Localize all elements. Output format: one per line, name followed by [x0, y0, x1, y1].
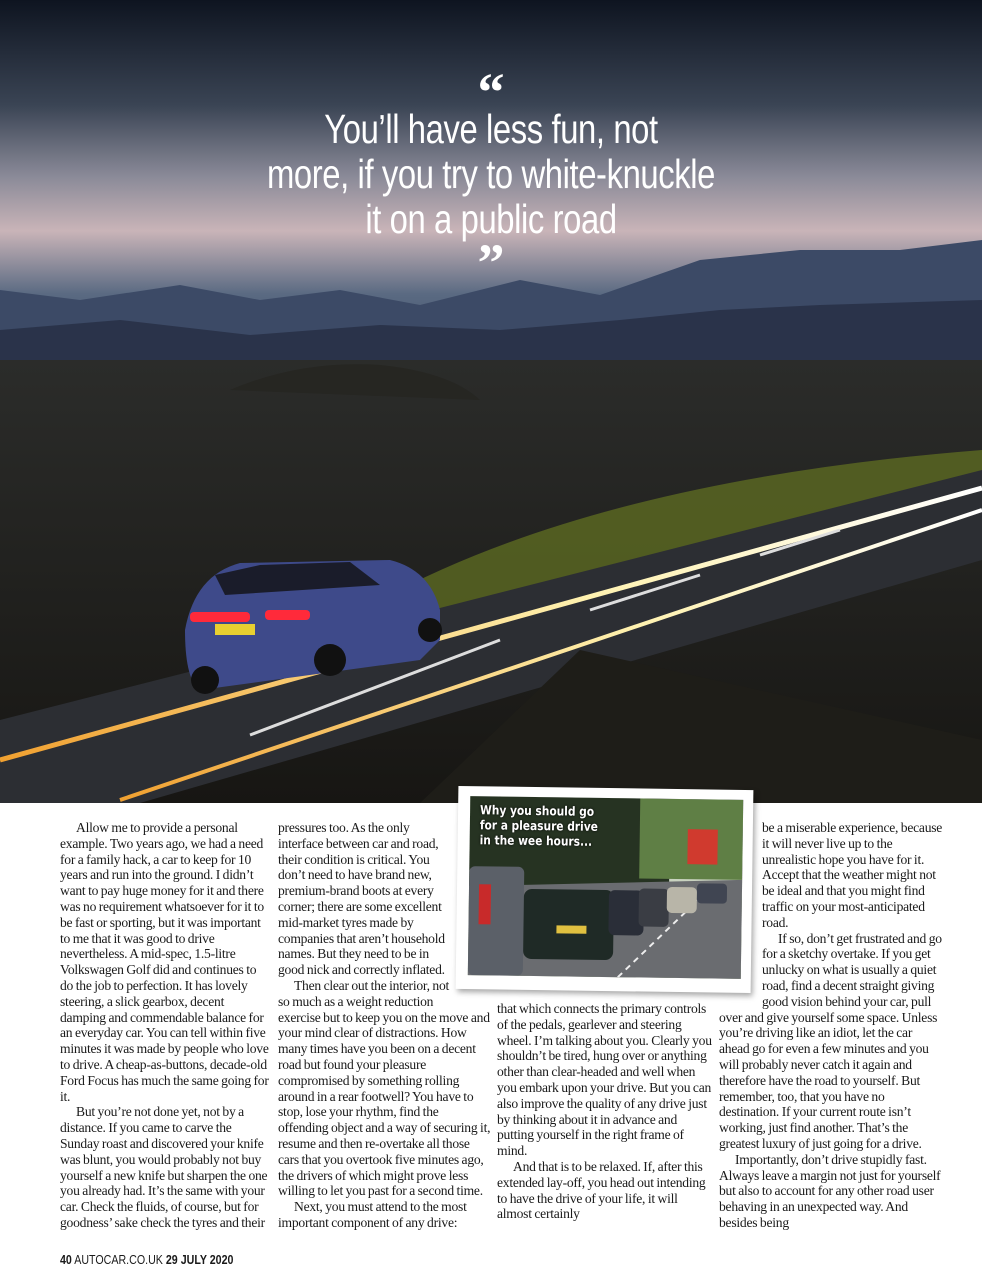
- pull-quote-line: You’ll have less fun, not: [324, 106, 658, 152]
- caption-line: in the wee hours...: [479, 832, 593, 849]
- photo-caption: [480, 802, 599, 849]
- paragraph: be a miserable experience, because it will never live up to the unrealistic hope you have for it. Accept that the weather might not be ideal and that you might find traffic on your most-anticipated road.: [762, 820, 943, 930]
- open-quote-mark: “: [477, 62, 505, 122]
- article-column-1: [60, 820, 272, 1231]
- paragraph: pressures too. As the only interface between car and road, their condition is critical. You don’t need to have brand new, premium-brand boots at every corner; there are some excellent mid-market tyres made by companies that aren’t household names. But they need to be in good nick and correctly inflated.: [278, 820, 445, 978]
- paragraph: that which connects the primary controls of the pedals, gearlever and steering wheel. I’m talking about you. Clearly you shouldn’t be tired, hung over or anything other than clear-headed and well when you embark upon your drive. But you can also improve the quality of any drive just by thinking about it in advance and putting yourself in the right frame of mind.: [497, 1001, 712, 1159]
- article-column-4: [719, 820, 945, 1231]
- close-quote-mark: ”: [477, 233, 505, 293]
- pull-quote-line: more, if you try to white-knuckle: [267, 151, 715, 197]
- site-name: AUTOCAR.CO.UK: [74, 1252, 163, 1267]
- pull-quote: [0, 62, 982, 293]
- paragraph: Next, you must attend to the most important component of any drive:: [278, 1199, 467, 1230]
- caption-line: for a pleasure drive: [479, 817, 599, 834]
- paragraph: But you’re not done yet, not by a distance. If you came to carve the Sunday roast and discovered your knife was blunt, you would probably not buy yourself a new knife but sharpen the one you already had. It’s the same with your car. Check the fluids, of course, but for goodness’ sake check the tyres and their: [60, 1104, 268, 1230]
- paragraph: Importantly, don’t drive stupidly fast. Always leave a margin not just for yourself but also to account for any other road user behaving in an unexpected way. And besides being: [719, 1151, 941, 1230]
- paragraph: Allow me to provide a personal example. Two years ago, we had a need for a family hack, a car to keep for 10 years and run into the ground. I didn’t want to pay huge money for it and there was no requirement whatsoever for it to be fast or sporting, but it was important to me that it was good to drive nevertheless. A mid-spec, 1.5-litre Volkswagen Golf did and continues to do the job to perfection. It has lovely steering, a slick gearbox, decent damping and commendable balance for an everyday car. You can tell within five minutes it was made by people who love to drive. A cheap-as-buttons, decade-old Ford Focus has much the same going for it.: [60, 820, 269, 1104]
- issue-date: 29 JULY 2020: [165, 1252, 234, 1267]
- paragraph: If so, don’t get frustrated and go for a sketchy overtake. If you get unlucky on what is usually a quiet road, find a decent straight giving good vision behind your car, pull over and give yourself some space. Unless you’re driving like an idiot, let the car ahead go for even a few minutes and you will probably never catch it again and therefore have the road to yourself. But remember, too, that you have no destination. If your current route isn’t working, just find another. That’s the greatest luxury of just going for a drive.: [719, 930, 942, 1151]
- pull-quote-line: it on a public road: [365, 196, 617, 242]
- inset-photo-card: [456, 786, 754, 993]
- paragraph: And that is to be relaxed. If, after this extended lay-off, you head out intending to have the drive of your life, it will almost certainly: [497, 1158, 706, 1222]
- article-column-3: [497, 1001, 713, 1222]
- page-footer: [60, 1252, 233, 1267]
- paragraph: Then clear out the interior, not so much as a weight reduction exercise but to keep you on the move and your mind clear of distractions. How many times have you been on a decent road but found your pleasure compromised by something rolling around in a rear footwell? You have to stop, lose your rhythm, find the offending object and a way of securing it, resume and then re-overtake all those cars that you overtook five minutes ago, the drivers of which might prove less willing to let you past for a second time.: [278, 977, 491, 1199]
- page-number: 40: [60, 1252, 72, 1267]
- caption-line: Why you should go: [479, 802, 595, 819]
- traffic-queue-photo: [468, 796, 743, 979]
